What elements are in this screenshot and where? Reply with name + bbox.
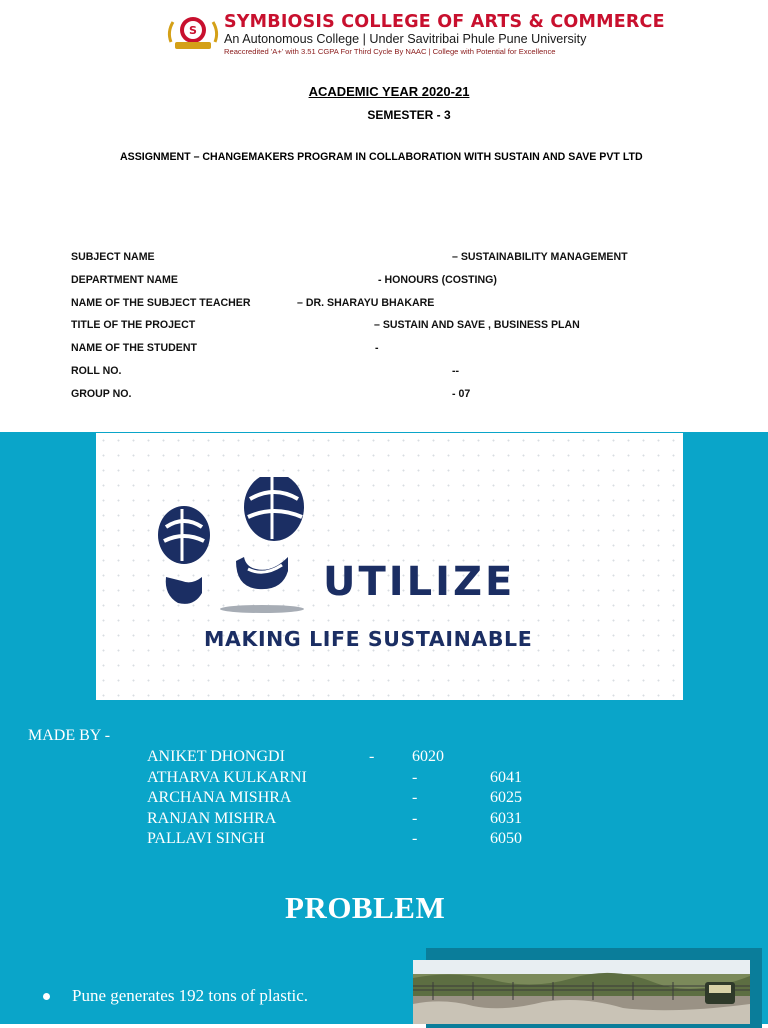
member-roll: 6025 <box>490 789 522 806</box>
member-dash: - <box>369 748 375 765</box>
member-dash: - <box>412 830 418 847</box>
accreditation-line: Reaccredited 'A+' with 3.51 CGPA For Third Cycle By NAAC | College with Potential for Excellence <box>224 47 556 56</box>
detail-value: -- <box>452 365 460 377</box>
utilize-logo-card <box>96 433 683 700</box>
document-header <box>0 0 768 432</box>
member-dash: - <box>412 789 418 806</box>
college-name: SYMBIOSIS COLLEGE OF ARTS & COMMERCE <box>224 12 665 32</box>
detail-label: NAME OF THE STUDENT <box>71 342 197 354</box>
semester: SEMESTER - 3 <box>367 108 451 122</box>
member-dash: - <box>412 769 418 786</box>
detail-value: – DR. SHARAYU BHAKARE <box>297 297 435 309</box>
assignment-title: ASSIGNMENT – CHANGEMAKERS PROGRAM IN COLLABORATION WITH SUSTAIN AND SAVE PVT LTD <box>120 151 643 163</box>
svg-text:S: S <box>189 24 197 37</box>
member-name: ANIKET DHONGDI <box>147 748 285 765</box>
detail-label: TITLE OF THE PROJECT <box>71 319 196 331</box>
academic-year: ACADEMIC YEAR 2020-21 <box>308 84 470 99</box>
detail-value: – SUSTAIN AND SAVE , BUSINESS PLAN <box>374 319 580 331</box>
photo-illustration <box>413 960 750 1024</box>
member-roll: 6041 <box>490 769 522 786</box>
detail-label: NAME OF THE SUBJECT TEACHER <box>71 297 251 309</box>
member-roll: 6031 <box>490 810 522 827</box>
college-logo-icon <box>165 12 221 54</box>
college-subtitle: An Autonomous College | Under Savitribai Phule Pune University <box>224 32 587 46</box>
member-name: ATHARVA KULKARNI <box>147 769 307 786</box>
brand-name: UTILIZE <box>323 559 516 605</box>
plastic-waste-photo <box>413 960 750 1024</box>
detail-value: - HONOURS (COSTING) <box>378 274 497 286</box>
member-name: RANJAN MISHRA <box>147 810 277 827</box>
made-by-label: MADE BY - <box>28 727 111 744</box>
problem-heading: PROBLEM <box>285 890 446 925</box>
member-name: ARCHANA MISHRA <box>147 789 292 806</box>
detail-label: ROLL NO. <box>71 365 122 377</box>
member-roll: 6050 <box>490 830 522 847</box>
member-roll: 6020 <box>412 748 444 765</box>
detail-value: - <box>375 342 379 354</box>
detail-label: DEPARTMENT NAME <box>71 274 178 286</box>
member-name: PALLAVI SINGH <box>147 830 265 847</box>
detail-value: - 07 <box>452 388 471 400</box>
detail-value: – SUSTAINABILITY MANAGEMENT <box>452 251 628 263</box>
problem-bullet: Pune generates 192 tons of plastic. <box>72 986 309 1005</box>
bullet-dot <box>43 993 50 1000</box>
detail-label: SUBJECT NAME <box>71 251 155 263</box>
detail-label: GROUP NO. <box>71 388 132 400</box>
member-dash: - <box>412 810 418 827</box>
footprints-logo-icon <box>152 477 322 627</box>
presentation-slide <box>0 432 768 1024</box>
college-branding <box>224 12 665 57</box>
brand-tagline: MAKING LIFE SUSTAINABLE <box>204 627 533 651</box>
